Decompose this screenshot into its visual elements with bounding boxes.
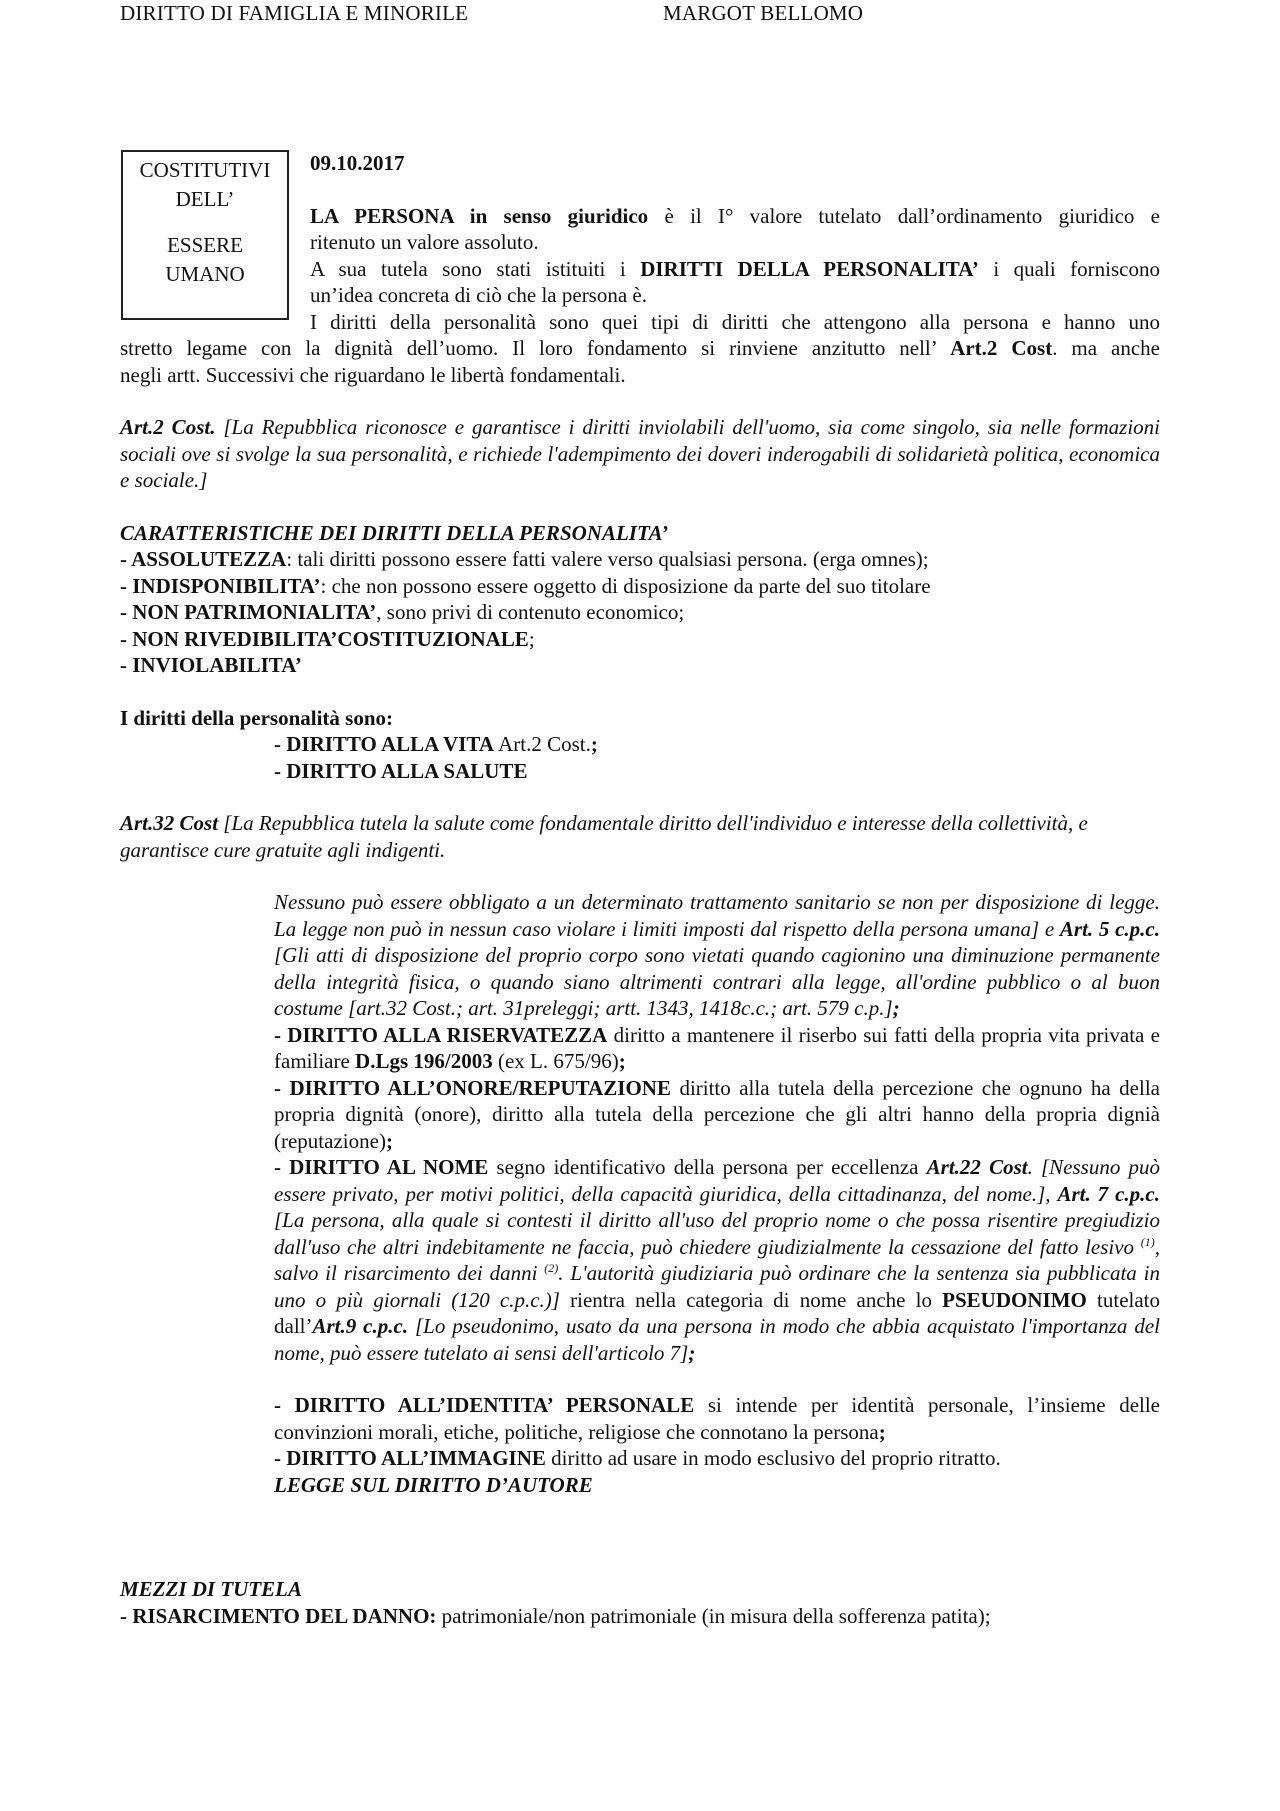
intro-line: stretto legame con la dignità dell’uomo. Il loro fondamento si rinviene anzitutto nell’ Art.2 Cost. ma anche <box>120 336 1160 360</box>
intro-line: un’idea concreta di ciò che la persona è. <box>310 283 647 307</box>
list-item: - NON RIVEDIBILITA’COSTITUZIONALE; <box>120 626 535 651</box>
topic-box-line: ESSERE <box>167 233 243 257</box>
topic-box-line: DELL’ <box>175 187 235 211</box>
intro-right-column <box>310 150 1160 335</box>
topic-box-line: UMANO <box>165 262 245 286</box>
topic-box-line: COSTITUTIVI <box>139 158 271 182</box>
art32-paragraph: Art.32 Cost [La Repubblica tutela la salute come fondamentale diritto dell'individuo e interesse della collettività, e garantisce cure gratuite agli indigenti. <box>120 811 1088 862</box>
caratteristiche-title: CARATTERISTICHE DEI DIRITTI DELLA PERSONALITA’ <box>120 520 669 545</box>
onore-paragraph: - DIRITTO ALL’ONORE/REPUTAZIONE diritto alla tutela della percezione che ognuno ha della propria dignità (onore), diritto alla tutela della percezione che gli altri hanno della propria dignià (reputazione); <box>274 1075 1160 1153</box>
diritti-title: I diritti della personalità sono: <box>120 705 394 730</box>
list-item: - DIRITTO ALLA SALUTE <box>274 758 528 783</box>
document-body <box>120 150 1160 1629</box>
art2-paragraph: Art.2 Cost. [La Repubblica riconosce e garantisce i diritti inviolabili dell'uomo, sia come singolo, sia nelle formazioni sociali ove si svolge la sua personalità, e richiede l'adempimento dei doveri inderogabili di solidarietà politica, economica e sociale.] <box>120 415 1160 492</box>
indented-block <box>274 889 1160 1498</box>
riservatezza-paragraph: - DIRITTO ALLA RISERVATEZZA diritto a mantenere il riserbo sui fatti della propria vita privata e familiare D.Lgs 196/2003 (ex L. 675/96); <box>274 1022 1160 1073</box>
list-item: - RISARCIMENTO DEL DANNO: patrimoniale/non patrimoniale (in misura della sofferenza patita); <box>120 1603 991 1628</box>
list-item: - INVIOLABILITA’ <box>120 653 302 677</box>
list-item: - INDISPONIBILITA’: che non possono essere oggetto di disposizione da parte del suo titolare <box>120 573 931 598</box>
immagine-paragraph: - DIRITTO ALL’IMMAGINE diritto ad usare in modo esclusivo del proprio ritratto. <box>274 1446 1001 1470</box>
header-course: DIRITTO DI FAMIGLIA E MINORILE <box>120 1 469 25</box>
identita-paragraph: - DIRITTO ALL’IDENTITA’ PERSONALE si intende per identità personale, l’insieme delle convinzioni morali, etiche, politiche, religiose che connotano la persona; <box>274 1393 1160 1444</box>
legge-diritto-autore: LEGGE SUL DIRITTO D’AUTORE <box>274 1472 593 1497</box>
list-item: - ASSOLUTEZZA: tali diritti possono essere fatti valere verso qualsiasi persona. (erga omnes); <box>120 547 929 571</box>
nome-paragraph: - DIRITTO AL NOME segno identificativo della persona per eccellenza Art.22 Cost. [Nessuno può essere privato, per motivi politici, della capacità giuridica, della cittadinanza, del nome.], Art. 7 c.p.c. [La persona, alla quale si contesti il diritto all'uso del proprio nome o che possa risentire pregiudizio dall'uso che altri indebitamente ne faccia, può chiedere giudizialmente la cessazione del fatto lesivo $^{(1)}$, salvo il risarcimento dei danni $^{(2)}$. L'autorità giudiziaria può ordinare che la sentenza sia pubblicata in uno o più giornali (120 c.p.c.)] rientra nella categoria di nome anche lo PSEUDONIMO tutelato dall’Art.9 c.p.c. [Lo pseudonimo, usato da una persona in modo che abbia acquistato l'importanza del nome, può essere tutelato ai sensi dell'articolo 7]; <box>274 1155 1161 1365</box>
list-item: - DIRITTO ALLA VITA Art.2 Cost.; <box>274 732 598 756</box>
intro-line: negli artt. Successivi che riguardano le libertà fondamentali. <box>120 362 626 387</box>
mezzi-title: MEZZI DI TUTELA <box>120 1577 303 1601</box>
list-item: - NON PATRIMONIALITA’, sono privi di contenuto economico; <box>120 600 685 624</box>
intro-line: A sua tutela sono stati istituiti i DIRITTI DELLA PERSONALITA’ i quali forniscono <box>310 256 1160 281</box>
art5-paragraph: Nessuno può essere obbligato a un determinato trattamento sanitario se non per disposizione di legge. La legge non può in nessun caso violare i limiti imposti dal rispetto della persona umana] e Art. 5 c.p.c. [Gli atti di disposizione del proprio corpo sono vietati quando cagionino una diminuzione permanente della integrità fisica, o quando siano altrimenti contrari alla legge, all'ordine pubblico o al buon costume [art.32 Cost.; art. 31preleggi; artt. 1343, 1418c.c.; art. 579 c.p.]; <box>274 890 1160 1020</box>
intro-line: LA PERSONA in senso giuridico è il I° valore tutelato dall’ordinamento giuridico e <box>310 203 1161 228</box>
intro-line: I diritti della personalità sono quei tipi di diritti che attengono alla persona e hanno uno <box>310 309 1160 334</box>
intro-line: ritenuto un valore assoluto. <box>310 230 539 254</box>
header-author: MARGOT BELLOMO <box>663 1 864 25</box>
lecture-date: 09.10.2017 <box>310 151 405 175</box>
